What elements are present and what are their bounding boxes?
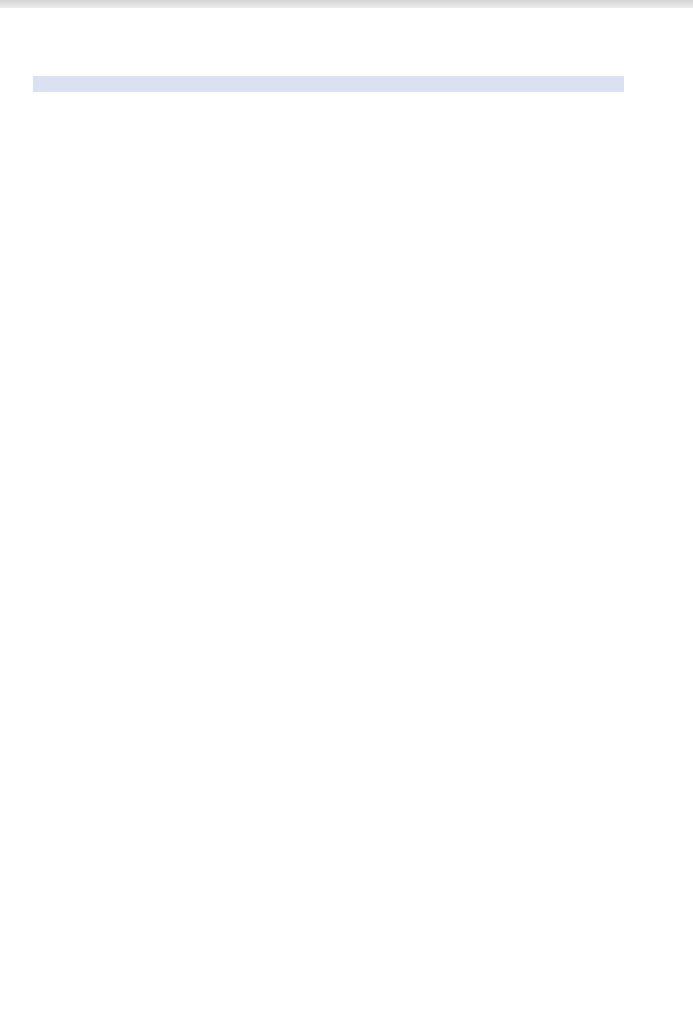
total-row	[33, 76, 624, 92]
viewer-top-bar	[0, 0, 693, 8]
budget-table	[33, 74, 624, 92]
